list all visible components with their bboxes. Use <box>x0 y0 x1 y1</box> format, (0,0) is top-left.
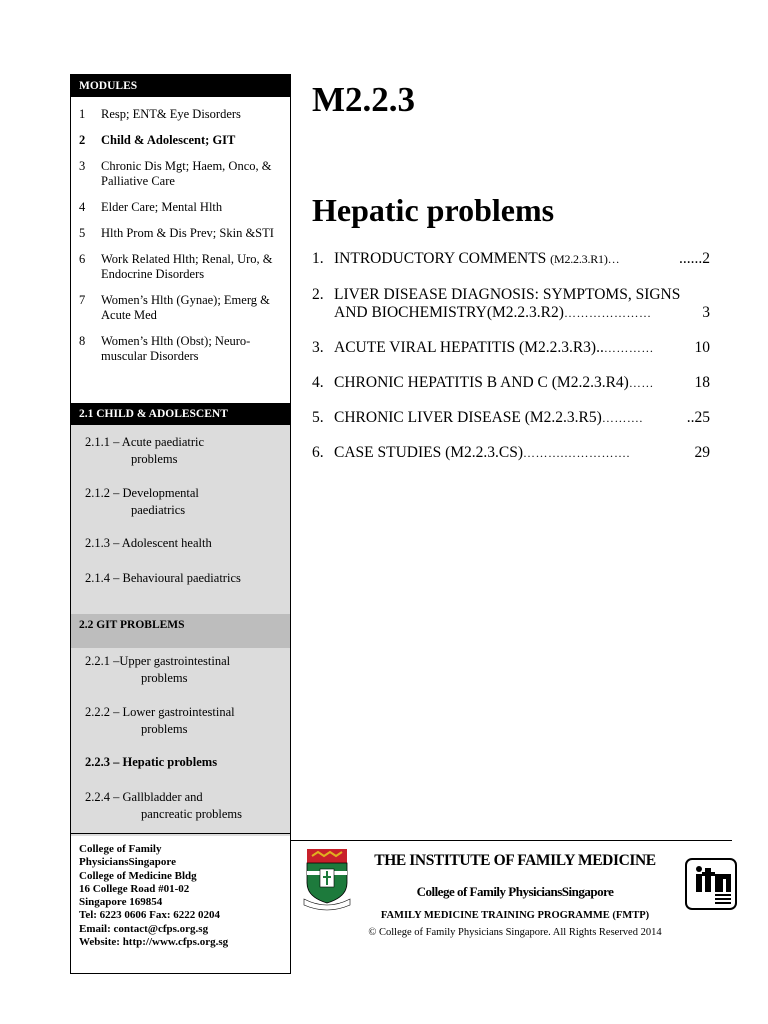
toc-title: ACUTE VIRAL HEPATITIS (M2.2.3.R3).. <box>334 339 604 356</box>
page-title: Hepatic problems <box>312 192 555 228</box>
topic-label-cont: problems <box>131 452 178 466</box>
toc-leader: ……….……………. <box>523 446 631 460</box>
contact-line: PhysiciansSingapore <box>79 856 176 869</box>
module-label: Hlth Prom & Dis Prev; Skin &STI <box>101 226 274 240</box>
toc-num: 5. <box>312 409 324 426</box>
module-item[interactable] <box>79 226 282 241</box>
module-label: Elder Care; Mental Hlth <box>101 200 223 214</box>
module-label: Work Related Hlth; Renal, Uro, & Endocrine Disorders <box>101 252 273 281</box>
topic-label-cont: problems <box>141 671 188 685</box>
contact-phone: Tel: 6223 0606 Fax: 6222 0204 <box>79 909 221 922</box>
toc-leader: … <box>607 252 621 266</box>
topic-item[interactable] <box>85 789 242 823</box>
toc-item[interactable] <box>312 374 710 392</box>
topic-item[interactable] <box>85 535 212 552</box>
topic-label: 2.1.2 – Developmental <box>85 486 199 500</box>
toc-title: INTRODUCTORY COMMENTS <box>334 250 551 267</box>
toc-page: 3 <box>702 304 710 321</box>
child-topics <box>71 425 290 614</box>
topic-label-cont: pancreatic problems <box>141 807 242 821</box>
module-label: Chronic Dis Mgt; Haem, Onco, & Palliative Care <box>101 159 272 188</box>
toc-num: 3. <box>312 339 324 356</box>
module-item[interactable] <box>79 252 282 282</box>
module-num: 1 <box>79 107 86 121</box>
toc-page: ......2 <box>679 250 710 267</box>
topic-item-current[interactable] <box>85 754 217 771</box>
toc-title-cont: AND BIOCHEMISTRY(M2.2.3.R2) <box>334 304 564 321</box>
topic-item[interactable] <box>85 704 235 738</box>
toc-page: 18 <box>694 374 710 391</box>
toc-page: ..25 <box>686 409 710 426</box>
topic-label-cont: paediatrics <box>131 503 186 517</box>
contact-line: College of Family <box>79 843 162 855</box>
module-num: 8 <box>79 334 86 348</box>
module-num: 2 <box>79 133 86 147</box>
toc-code: (M2.2.3.R1) <box>550 252 608 266</box>
college-crest-icon <box>302 847 352 911</box>
module-label: Women’s Hlth (Obst); Neuro-muscular Disorders <box>101 334 251 363</box>
topic-label: 2.1.1 – Acute paediatric <box>85 435 205 449</box>
git-topics <box>71 648 290 836</box>
topic-item[interactable] <box>85 434 204 468</box>
toc-num: 1. <box>312 250 324 267</box>
module-label: Women’s Hlth (Gynae); Emerg & Acute Med <box>101 293 270 322</box>
toc-item[interactable] <box>312 286 710 322</box>
toc-leader: …… <box>628 376 654 390</box>
toc-item[interactable] <box>312 444 710 462</box>
module-item[interactable] <box>79 334 282 364</box>
toc-item[interactable] <box>312 409 710 427</box>
toc-title: CHRONIC LIVER DISEASE (M2.2.3.R5) <box>334 409 602 426</box>
contact-block <box>71 833 290 949</box>
module-item[interactable] <box>79 159 282 189</box>
toc-item[interactable] <box>312 339 710 357</box>
module-item[interactable] <box>79 200 282 215</box>
toc-item[interactable] <box>312 250 710 268</box>
college-name: College of Family PhysiciansSingapore <box>416 884 614 899</box>
contact-website[interactable]: Website: http://www.cfps.org.sg <box>79 936 229 949</box>
module-item[interactable] <box>79 107 282 122</box>
module-num: 5 <box>79 226 86 240</box>
toc-num: 6. <box>312 444 324 461</box>
module-num: 6 <box>79 252 86 266</box>
contact-line: Singapore 169854 <box>79 896 163 909</box>
toc-num: 2. <box>312 286 324 303</box>
git-problems-header: 2.2 GIT PROBLEMS <box>71 614 290 648</box>
module-item[interactable] <box>79 293 282 323</box>
topic-label: 2.2.1 –Upper gastrointestinal <box>85 654 231 668</box>
footer-divider <box>291 840 732 841</box>
toc-page: 10 <box>694 339 710 356</box>
topic-label: 2.2.3 – Hepatic problems <box>85 755 218 769</box>
contact-email[interactable]: Email: contact@cfps.org.sg <box>79 922 209 935</box>
footer-branding <box>355 852 675 938</box>
child-adolescent-header: 2.1 CHILD & ADOLESCENT <box>71 403 290 425</box>
topic-item[interactable] <box>85 653 230 687</box>
module-label: Child & Adolescent; GIT <box>101 133 236 147</box>
topic-label: 2.1.4 – Behavioural paediatrics <box>85 571 241 585</box>
toc-leader: ………………… <box>563 306 652 320</box>
toc-leader: ………. <box>601 411 643 425</box>
toc-leader: ………… <box>603 341 654 355</box>
programme-name: FAMILY MEDICINE TRAINING PROGRAMME (FMTP) <box>380 910 650 921</box>
module-label: Resp; ENT& Eye Disorders <box>101 107 241 121</box>
topic-item[interactable] <box>85 485 199 519</box>
modules-header: MODULES <box>71 75 290 97</box>
toc-page: 29 <box>694 444 710 461</box>
institute-name: THE INSTITUTE OF FAMILY MEDICINE <box>374 852 656 869</box>
topic-label: 2.2.2 – Lower gastrointestinal <box>85 705 235 719</box>
toc-num: 4. <box>312 374 324 391</box>
topic-label: 2.1.3 – Adolescent health <box>85 536 212 550</box>
toc-title: CASE STUDIES (M2.2.3.CS) <box>334 444 524 461</box>
modules-sidebar <box>70 74 291 974</box>
table-of-contents <box>312 250 710 462</box>
module-list <box>71 97 290 403</box>
module-item-current[interactable] <box>79 133 282 148</box>
module-num: 3 <box>79 159 86 173</box>
module-num: 7 <box>79 293 86 307</box>
module-num: 4 <box>79 200 86 214</box>
copyright-notice: © College of Family Physicians Singapore. All Rights Reserved 2014 <box>368 927 662 938</box>
topic-label: 2.2.4 – Gallbladder and <box>85 790 203 804</box>
toc-title: CHRONIC HEPATITIS B AND C (M2.2.3.R4) <box>334 374 629 391</box>
module-code: M2.2.3 <box>312 80 416 119</box>
ifm-logo-icon <box>685 858 737 910</box>
contact-line: College of Medicine Bldg <box>79 869 197 882</box>
topic-item[interactable] <box>85 570 241 587</box>
topic-label-cont: problems <box>141 722 188 736</box>
toc-title: LIVER DISEASE DIAGNOSIS: SYMPTOMS, SIGNS <box>334 286 681 303</box>
contact-line: 16 College Road #01-02 <box>79 882 190 895</box>
